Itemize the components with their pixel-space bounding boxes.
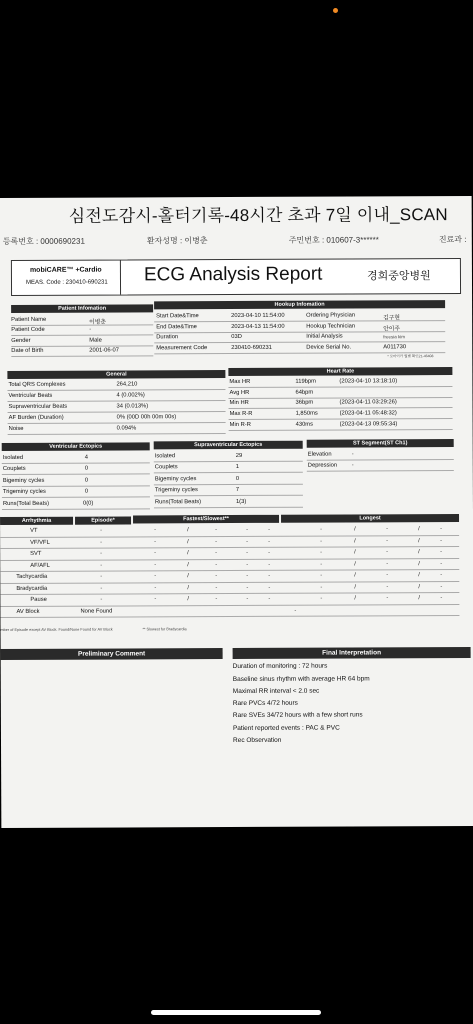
registration-number: 등록번호 : 0000690231: [2, 236, 85, 247]
fastest-slowest-header: Fastest/Slowest**: [133, 515, 279, 524]
device-serial-value: A011730: [383, 344, 407, 351]
arrhythmia-fastest-slowest-dash: -: [268, 549, 271, 556]
arrhythmia-longest-slash: /: [354, 583, 356, 590]
arrhythmia-fastest-slowest-dash: -: [215, 550, 218, 557]
arrhythmia-longest-dash: -: [440, 526, 443, 533]
supraventricular-ectopics-title: Supraventricular Ectopics: [154, 441, 303, 450]
arrhythmia-longest-dash: -: [440, 595, 443, 602]
initial-analysis-label: Initial Analysis: [306, 333, 343, 340]
arrhythmia-longest-slash: /: [354, 572, 356, 579]
max-hr-time: (2023-04-10 13:18:10): [339, 378, 398, 385]
arrhythmia-fastest-slowest-dash: -: [268, 538, 271, 545]
arrhythmia-name: SVT: [30, 550, 42, 557]
final-line: Rare PVCs 4/72 hours: [232, 699, 298, 708]
arrhythmia-episode: -: [100, 550, 103, 557]
ordering-physician-value: 김구현: [383, 315, 400, 322]
arrhythmia-longest-slash: /: [354, 537, 356, 544]
v-runs-label: Runs(Total Beats): [2, 500, 50, 508]
final-line: Rare SVEs 34/72 hours with a few short runs: [232, 711, 363, 720]
arrhythmia-longest-dash: -: [386, 560, 389, 567]
v-isolated-label: Isolated: [2, 454, 24, 462]
duration-label: Duration: [156, 334, 179, 341]
arrhythmia-header: Arrhythmia: [0, 517, 73, 525]
hookup-note: * 모바이카 월별 확인21-46408: [387, 354, 434, 359]
arrhythmia-fastest-slowest-slash: /: [187, 561, 189, 568]
min-hr-time: (2023-04-11 03:29:26): [339, 399, 397, 406]
arrhythmia-fastest-slowest-slash: /: [187, 584, 189, 591]
supraventricular-beats-value: 34 (0.013%): [116, 403, 149, 410]
arrhythmia-longest-dash: -: [386, 549, 389, 556]
arrhythmia-longest-slash: /: [418, 537, 420, 544]
arrhythmia-episode: -: [100, 527, 103, 534]
arrhythmia-name: Bradycardia: [16, 585, 48, 592]
arrhythmia-footnote-2: ** Slowest for Bradycardia: [142, 627, 187, 632]
arrhythmia-longest-slash: /: [418, 549, 420, 556]
arrhythmia-fastest-slowest-dash: -: [246, 549, 249, 556]
min-hr-label: Min HR: [229, 399, 249, 407]
v-trigeminy-label: Trigeminy cycles: [2, 488, 46, 496]
max-hr-label: Max HR: [229, 378, 251, 386]
ordering-physician-label: Ordering Physician: [306, 312, 356, 319]
arrhythmia-episode: -: [100, 585, 103, 592]
device-serial-label: Device Serial No.: [306, 344, 352, 351]
patient-name-header: 환자성명 : 이병춘: [146, 236, 208, 246]
arrhythmia-fastest-slowest-dash: -: [268, 572, 271, 579]
supraventricular-beats-label: Supraventricular Beats: [8, 403, 68, 410]
final-line: Duration of monitoring : 72 hours: [232, 662, 328, 671]
arrhythmia-fastest-slowest-dash: -: [268, 526, 271, 533]
min-rr-label: Min R-R: [229, 421, 251, 429]
arrhythmia-longest-dash: -: [386, 537, 389, 544]
total-qrs-label: Total QRS Complexes: [8, 381, 66, 388]
arrhythmia-fastest-slowest-slash: /: [187, 573, 189, 580]
arrhythmia-episode: -: [100, 539, 103, 546]
arrhythmia-fastest-slowest-dash: -: [246, 526, 249, 533]
arrhythmia-longest-slash: /: [418, 560, 420, 567]
arrhythmia-footnote: mber of Episode except AV Block. Found/None Found for AV Block: [0, 627, 113, 633]
arrhythmia-longest-slash: /: [354, 549, 356, 556]
arrhythmia-longest-dash: -: [320, 538, 323, 545]
noise-value: 0.094%: [116, 425, 137, 432]
start-datetime-label: Start Date&Time: [156, 313, 199, 320]
arrhythmia-episode: -: [100, 573, 103, 580]
arrhythmia-fastest-slowest-dash: -: [215, 527, 218, 534]
arrhythmia-fastest-slowest-dash: -: [268, 584, 271, 591]
arrhythmia-fastest-slowest-dash: -: [154, 527, 157, 534]
v-couplets-value: 0: [84, 465, 89, 472]
st-segment-title: ST Segment(ST Ch1): [307, 439, 454, 448]
arrhythmia-longest-dash: -: [386, 595, 389, 602]
sv-runs-value: 1(3): [235, 498, 247, 506]
arrhythmia-episode: None Found: [80, 608, 113, 615]
avg-hr-label: Avg HR: [229, 389, 250, 397]
arrhythmia-longest-slash: /: [354, 595, 357, 602]
arrhythmia-fastest-slowest-dash: -: [246, 584, 249, 591]
arrhythmia-fastest-slowest-dash: -: [268, 561, 271, 568]
arrhythmia-longest-slash: /: [354, 526, 356, 533]
arrhythmia-fastest-slowest-slash: /: [187, 538, 189, 545]
measurement-code-value: 230410-690231: [231, 344, 272, 352]
arrhythmia-longest-slash: /: [418, 572, 420, 579]
report-header: [11, 258, 461, 296]
final-line: Patient reported events : PAC & PVC: [232, 724, 340, 733]
arrhythmia-fastest-slowest-slash: /: [187, 527, 189, 534]
final-interpretation-title: Final Interpretation: [233, 647, 471, 659]
arrhythmia-fastest-slowest-dash: -: [154, 584, 157, 591]
home-indicator[interactable]: [151, 1010, 321, 1015]
arrhythmia-fastest-slowest-dash: -: [246, 572, 249, 579]
sv-isolated-label: Isolated: [154, 453, 176, 460]
sv-couplets-label: Couplets: [154, 464, 178, 471]
sv-bigeminy-value: 0: [235, 475, 240, 483]
patient-code-label: Patient Code: [11, 326, 45, 333]
arrhythmia-fastest-slowest-dash: -: [246, 561, 249, 568]
longest-header: Longest: [281, 514, 459, 523]
patient-info-title: Patient Infomation: [11, 304, 153, 313]
arrhythmia-longest-dash: -: [440, 560, 443, 567]
arrhythmia-fastest-slowest-dash: -: [215, 596, 218, 603]
arrhythmia-fastest-slowest-dash: -: [154, 596, 157, 603]
arrhythmia-longest-dash: -: [440, 583, 443, 590]
noise-label: Noise: [8, 425, 24, 432]
final-line: Rec Observation: [232, 736, 282, 745]
arrhythmia-longest-dash: -: [320, 595, 323, 602]
start-datetime-value: 2023-04-10 11:54:00: [231, 312, 285, 320]
end-datetime-label: End Date&Time: [156, 324, 197, 331]
status-indicator-dot: [333, 8, 338, 13]
sv-trigeminy-label: Trigeminy cycles: [154, 487, 198, 494]
initial-analysis-value: freesia kim: [383, 334, 406, 340]
arrhythmia-fastest-slowest-dash: -: [154, 550, 157, 557]
arrhythmia-longest-dash: -: [386, 572, 389, 579]
max-rr-label: Max R-R: [229, 410, 253, 418]
report-title: ECG Analysis Report: [143, 263, 323, 286]
arrhythmia-fastest-slowest-dash: -: [215, 561, 218, 568]
hookup-technician-label: Hookup Technician: [306, 323, 356, 330]
ventricular-beats-value: 4 (0.002%): [116, 392, 145, 399]
arrhythmia-name: VF/VFL: [30, 539, 50, 546]
gender-value: Male: [89, 337, 102, 344]
patient-name-label: Patient Name: [11, 316, 47, 323]
arrhythmia-fastest-slowest-dash: -: [215, 538, 218, 545]
arrhythmia-fastest-slowest-dash: -: [268, 595, 271, 602]
ventricular-beats-label: Ventricular Beats: [8, 392, 53, 399]
arrhythmia-longest-dash: -: [320, 561, 323, 568]
elevation-label: Elevation: [307, 451, 332, 458]
arrhythmia-longest-dash: -: [440, 537, 443, 544]
v-bigeminy-value: 0: [84, 477, 89, 484]
arrhythmia-fastest-slowest-slash: /: [187, 550, 189, 557]
scanned-document: [0, 196, 473, 828]
arrhythmia-fastest-slowest-dash: -: [215, 573, 218, 580]
arrhythmia-episode: -: [100, 596, 103, 603]
episode-header: Episode*: [75, 516, 131, 524]
final-line: Baseline sinus rhythm with average HR 64 bpm: [232, 675, 370, 684]
arrhythmia-fastest-slowest-dash: -: [246, 538, 249, 545]
brand-name: mobiCARE™ +Cardio: [29, 266, 102, 274]
heart-rate-title: Heart Rate: [228, 367, 452, 376]
arrhythmia-name: AF/AFL: [30, 562, 50, 569]
v-bigeminy-label: Bigeminy cycles: [2, 477, 45, 485]
arrhythmia-name: AV Block: [16, 608, 40, 615]
sv-isolated-value: 29: [235, 452, 243, 460]
depression-value: -: [351, 462, 354, 469]
general-title: General: [7, 370, 225, 379]
arrhythmia-fastest-slowest-dash: -: [154, 561, 157, 568]
meas-code: MEAS. Code : 230410-690231: [25, 279, 108, 286]
arrhythmia-name: Pause: [30, 596, 47, 603]
arrhythmia-episode: -: [100, 562, 103, 569]
arrhythmia-longest-slash: /: [418, 583, 420, 590]
min-rr-value: 430ms: [295, 421, 314, 428]
af-burden-value: 0% (00D 00h 00m 00s): [116, 414, 177, 421]
min-rr-time: (2023-04-13 09:55:34): [339, 421, 398, 428]
total-qrs-value: 264,210: [116, 381, 138, 388]
patient-name-value: 이병춘: [89, 319, 106, 326]
resident-number: 주민번호 : 010607-3******: [288, 235, 379, 245]
duration-value: 03D: [231, 333, 242, 341]
hospital-name: 경희중앙병원: [366, 270, 431, 283]
ventricular-ectopics-title: Ventricular Ectopics: [2, 442, 150, 451]
arrhythmia-fastest-slowest-dash: -: [215, 584, 218, 591]
arrhythmia-longest-dash: -: [320, 549, 323, 556]
arrhythmia-longest-dash: -: [294, 607, 297, 614]
max-rr-value: 1,850ms: [295, 410, 318, 417]
arrhythmia-longest-dash: -: [320, 584, 323, 591]
arrhythmia-fastest-slowest-slash: /: [187, 596, 190, 603]
arrhythmia-longest-dash: -: [386, 583, 389, 590]
arrhythmia-fastest-slowest-dash: -: [154, 538, 157, 545]
avg-hr-value: 64bpm: [295, 389, 314, 396]
sv-runs-label: Runs(Total Beats): [154, 499, 202, 506]
af-burden-label: AF Burden (Duration): [8, 414, 64, 421]
scan-title: 심전도감시-홀터기록-48시간 초과 7일 이내_SCAN: [68, 205, 448, 226]
sv-trigeminy-value: 7: [235, 486, 240, 494]
depression-label: Depression: [307, 462, 338, 469]
arrhythmia-longest-dash: -: [320, 526, 323, 533]
arrhythmia-longest-dash: -: [320, 572, 323, 579]
max-hr-value: 119bpm: [295, 378, 316, 385]
v-runs-value: 0(0): [82, 500, 94, 507]
arrhythmia-longest-dash: -: [386, 526, 389, 533]
sv-couplets-value: 1: [235, 463, 240, 471]
arrhythmia-longest-slash: /: [418, 526, 420, 533]
arrhythmia-longest-dash: -: [440, 572, 443, 579]
final-line: Maximal RR interval < 2.0 sec: [232, 687, 320, 696]
arrhythmia-name: Tachycardia: [16, 573, 48, 580]
elevation-value: -: [351, 451, 354, 458]
v-trigeminy-value: 0: [84, 488, 89, 495]
arrhythmia-longest-dash: -: [440, 549, 443, 556]
sv-bigeminy-label: Bigeminy cycles: [154, 476, 197, 483]
dob-value: 2001-06-07: [89, 347, 119, 354]
department: 진료과 :: [438, 234, 467, 245]
dob-label: Date of Birth: [11, 347, 44, 354]
max-rr-time: (2023-04-11 05:48:32): [339, 410, 397, 417]
hookup-technician-value: 안이주: [383, 326, 401, 333]
preliminary-comment-title: Preliminary Comment: [1, 648, 223, 660]
hookup-info-title: Hookup Infomation: [154, 300, 445, 309]
gender-label: Gender: [11, 337, 31, 344]
arrhythmia-fastest-slowest-dash: -: [246, 595, 249, 602]
measurement-code-label: Measurement Code: [156, 345, 208, 352]
v-isolated-value: 4: [84, 454, 89, 461]
arrhythmia-longest-slash: /: [418, 595, 421, 602]
arrhythmia-name: VT: [30, 527, 38, 534]
end-datetime-value: 2023-04-13 11:54:00: [231, 323, 285, 331]
v-couplets-label: Couplets: [2, 465, 26, 473]
min-hr-value: 36bpm: [295, 399, 314, 406]
patient-code-value: -: [89, 326, 92, 333]
arrhythmia-fastest-slowest-dash: -: [154, 573, 157, 580]
arrhythmia-longest-slash: /: [354, 560, 356, 567]
